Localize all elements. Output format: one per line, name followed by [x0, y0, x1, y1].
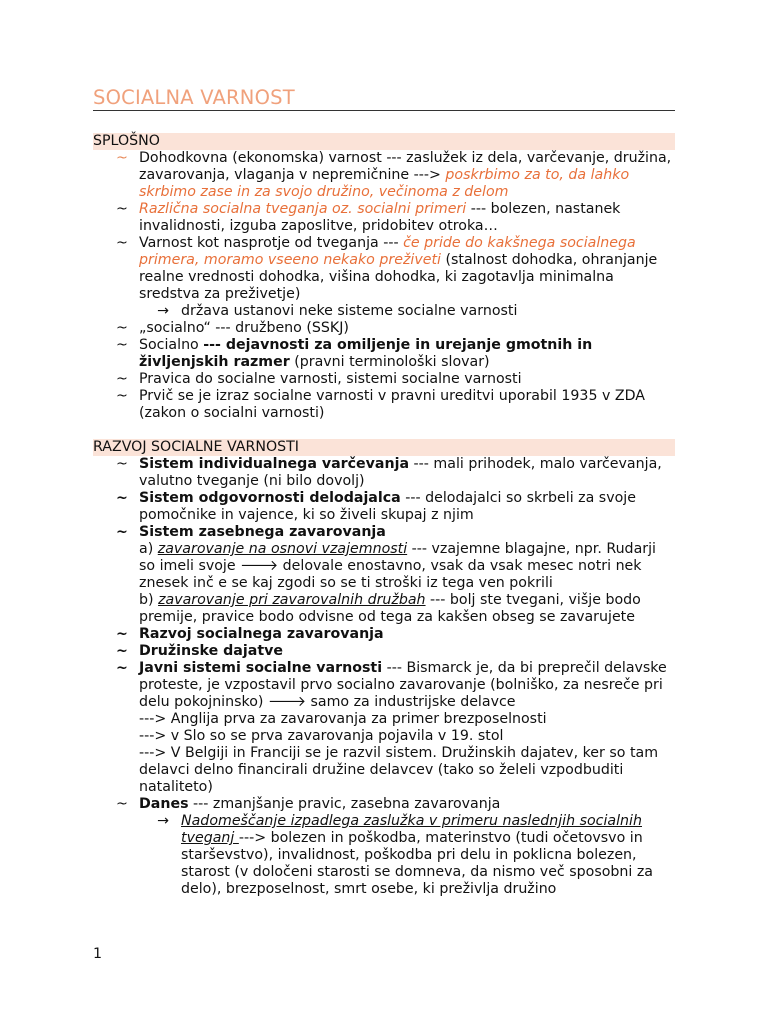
tilde-bullet-icon: ~: [116, 660, 128, 676]
list-item: ~ Varnost kot nasprotje od tveganja --- če pride do kakšnega socialnega primera, moramo vseeno nekako preživeti (stalnost dohodka, ohranjanje realne vrednosti dohodka, višina dohodka, ki zagotavlja minimalna sredstva za preživetje): [116, 235, 658, 302]
section-heading-razvoj: RAZVOJ SOCIALNE VARNOSTI: [93, 439, 675, 456]
tilde-bullet-icon: ~: [116, 388, 128, 404]
list-item-continuation: b) zavarovanje pri zavarovalnih družbah --- bolj ste tvegani, višje bodo premije, pravice bodo odvisne od tega za kakšen obseg se zavarujete: [139, 592, 641, 625]
list-item-continuation: ---> V Belgiji in Franciji se je razvil sistem. Družinskih dajatev, ker so tam delavci delno financirali družine delavcev (tako so želeli vzpodbuditi nataliteto): [139, 745, 659, 795]
document-body: [93, 133, 675, 898]
list-item: ~ Socialno --- dejavnosti za omiljenje in urejanje gmotnih in življenjskih razmer (pravni terminološki slovar): [116, 337, 593, 370]
list-item: ~ Različna socialna tveganja oz. socialni primeri --- bolezen, nastanek invalidnosti, izguba zaposlitve, pridobitev otroka…: [116, 201, 621, 234]
arrow-right-icon: →: [157, 303, 169, 319]
list-item: ~ Sistem odgovornosti delodajalca --- delodajalci so skrbeli za svoje pomočnike in vajence, ki so živeli skupaj z njim: [116, 490, 636, 523]
tilde-bullet-icon: ~: [116, 456, 128, 472]
list-item: ~ Pravica do socialne varnosti, sistemi socialne varnosti: [116, 371, 522, 387]
list-item-continuation: ---> Anglija prva za zavarovanja za primer brezposelnosti: [139, 711, 547, 727]
list-item: ~ Javni sistemi socialne varnosti --- Bismarck je, da bi preprečil delavske proteste, je vzpostavil prvo socialno zavarovanje (bolniško, za nesreče pri delu pokojninsko) 🡒 samo za industrijske delavce: [116, 660, 667, 710]
tilde-bullet-icon: ~: [116, 235, 128, 251]
page-number: 1: [93, 946, 103, 962]
tilde-bullet-icon: ~: [116, 201, 128, 217]
list-item: ~ Razvoj socialnega zavarovanja: [116, 626, 384, 642]
section-heading-splosno: SPLOŠNO: [93, 133, 675, 150]
tilde-bullet-icon: ~: [116, 524, 128, 540]
document-title: SOCIALNA VARNOST: [93, 86, 295, 109]
sub-list-item: → Nadomeščanje izpadlega zaslužka v primeru naslednjih socialnih tveganj ---> bolezen in poškodba, materinstvo (tudi očetovsvo in starševstvo), invalidnost, poškodba pri delu in poklicna bolezen, starost (v določeni starosti se domneva, da nismo več sposobni za delo), brezposelnost, smrt osebe, ki preživlja družino: [157, 813, 653, 897]
list-item: ~ Sistem individualnega varčevanja --- mali prihodek, malo varčevanja, valutno tveganje (ni bilo dovolj): [116, 456, 662, 489]
list-item-continuation: ---> v Slo so se prva zavarovanja pojavila v 19. stol: [139, 728, 504, 744]
list-item: ~ Sistem zasebnega zavarovanja: [116, 524, 386, 540]
tilde-bullet-icon: ~: [116, 796, 128, 812]
list-item: ~ Danes --- zmanjšanje pravic, zasebna zavarovanja: [116, 796, 501, 812]
tilde-bullet-icon: ~: [116, 150, 128, 166]
list-item: ~ „socialno“ --- družbeno (SSKJ): [116, 320, 349, 336]
arrow-right-icon: →: [157, 813, 169, 829]
list-item: ~ Dohodkovna (ekonomska) varnost --- zaslužek iz dela, varčevanje, družina, zavarovanja, vlaganja v nepremičnine ---> poskrbimo za to, da lahko skrbimo zase in za svojo družino, večinoma z delom: [116, 150, 672, 200]
list-item-continuation: a) zavarovanje na osnovi vzajemnosti --- vzajemne blagajne, npr. Rudarji so imeli svoje 🡒 delovale enostavno, vsak da vsak mesec notri nek znesek inč e se kaj zgodi so se ti stroški iz tega ven pokrili: [139, 541, 656, 591]
arrow-right-icon: 🡒: [267, 694, 306, 710]
tilde-bullet-icon: ~: [116, 337, 128, 353]
tilde-bullet-icon: ~: [116, 490, 128, 506]
sub-list-item: → država ustanovi neke sisteme socialne varnosti: [157, 303, 518, 319]
arrow-right-icon: 🡒: [240, 558, 279, 574]
title-underline: [93, 110, 675, 111]
tilde-bullet-icon: ~: [116, 371, 128, 387]
list-item: ~ Prvič se je izraz socialne varnosti v pravni ureditvi uporabil 1935 v ZDA (zakon o socialni varnosti): [116, 388, 646, 421]
tilde-bullet-icon: ~: [116, 626, 128, 642]
list-item: ~ Družinske dajatve: [116, 643, 283, 659]
tilde-bullet-icon: ~: [116, 643, 128, 659]
tilde-bullet-icon: ~: [116, 320, 128, 336]
